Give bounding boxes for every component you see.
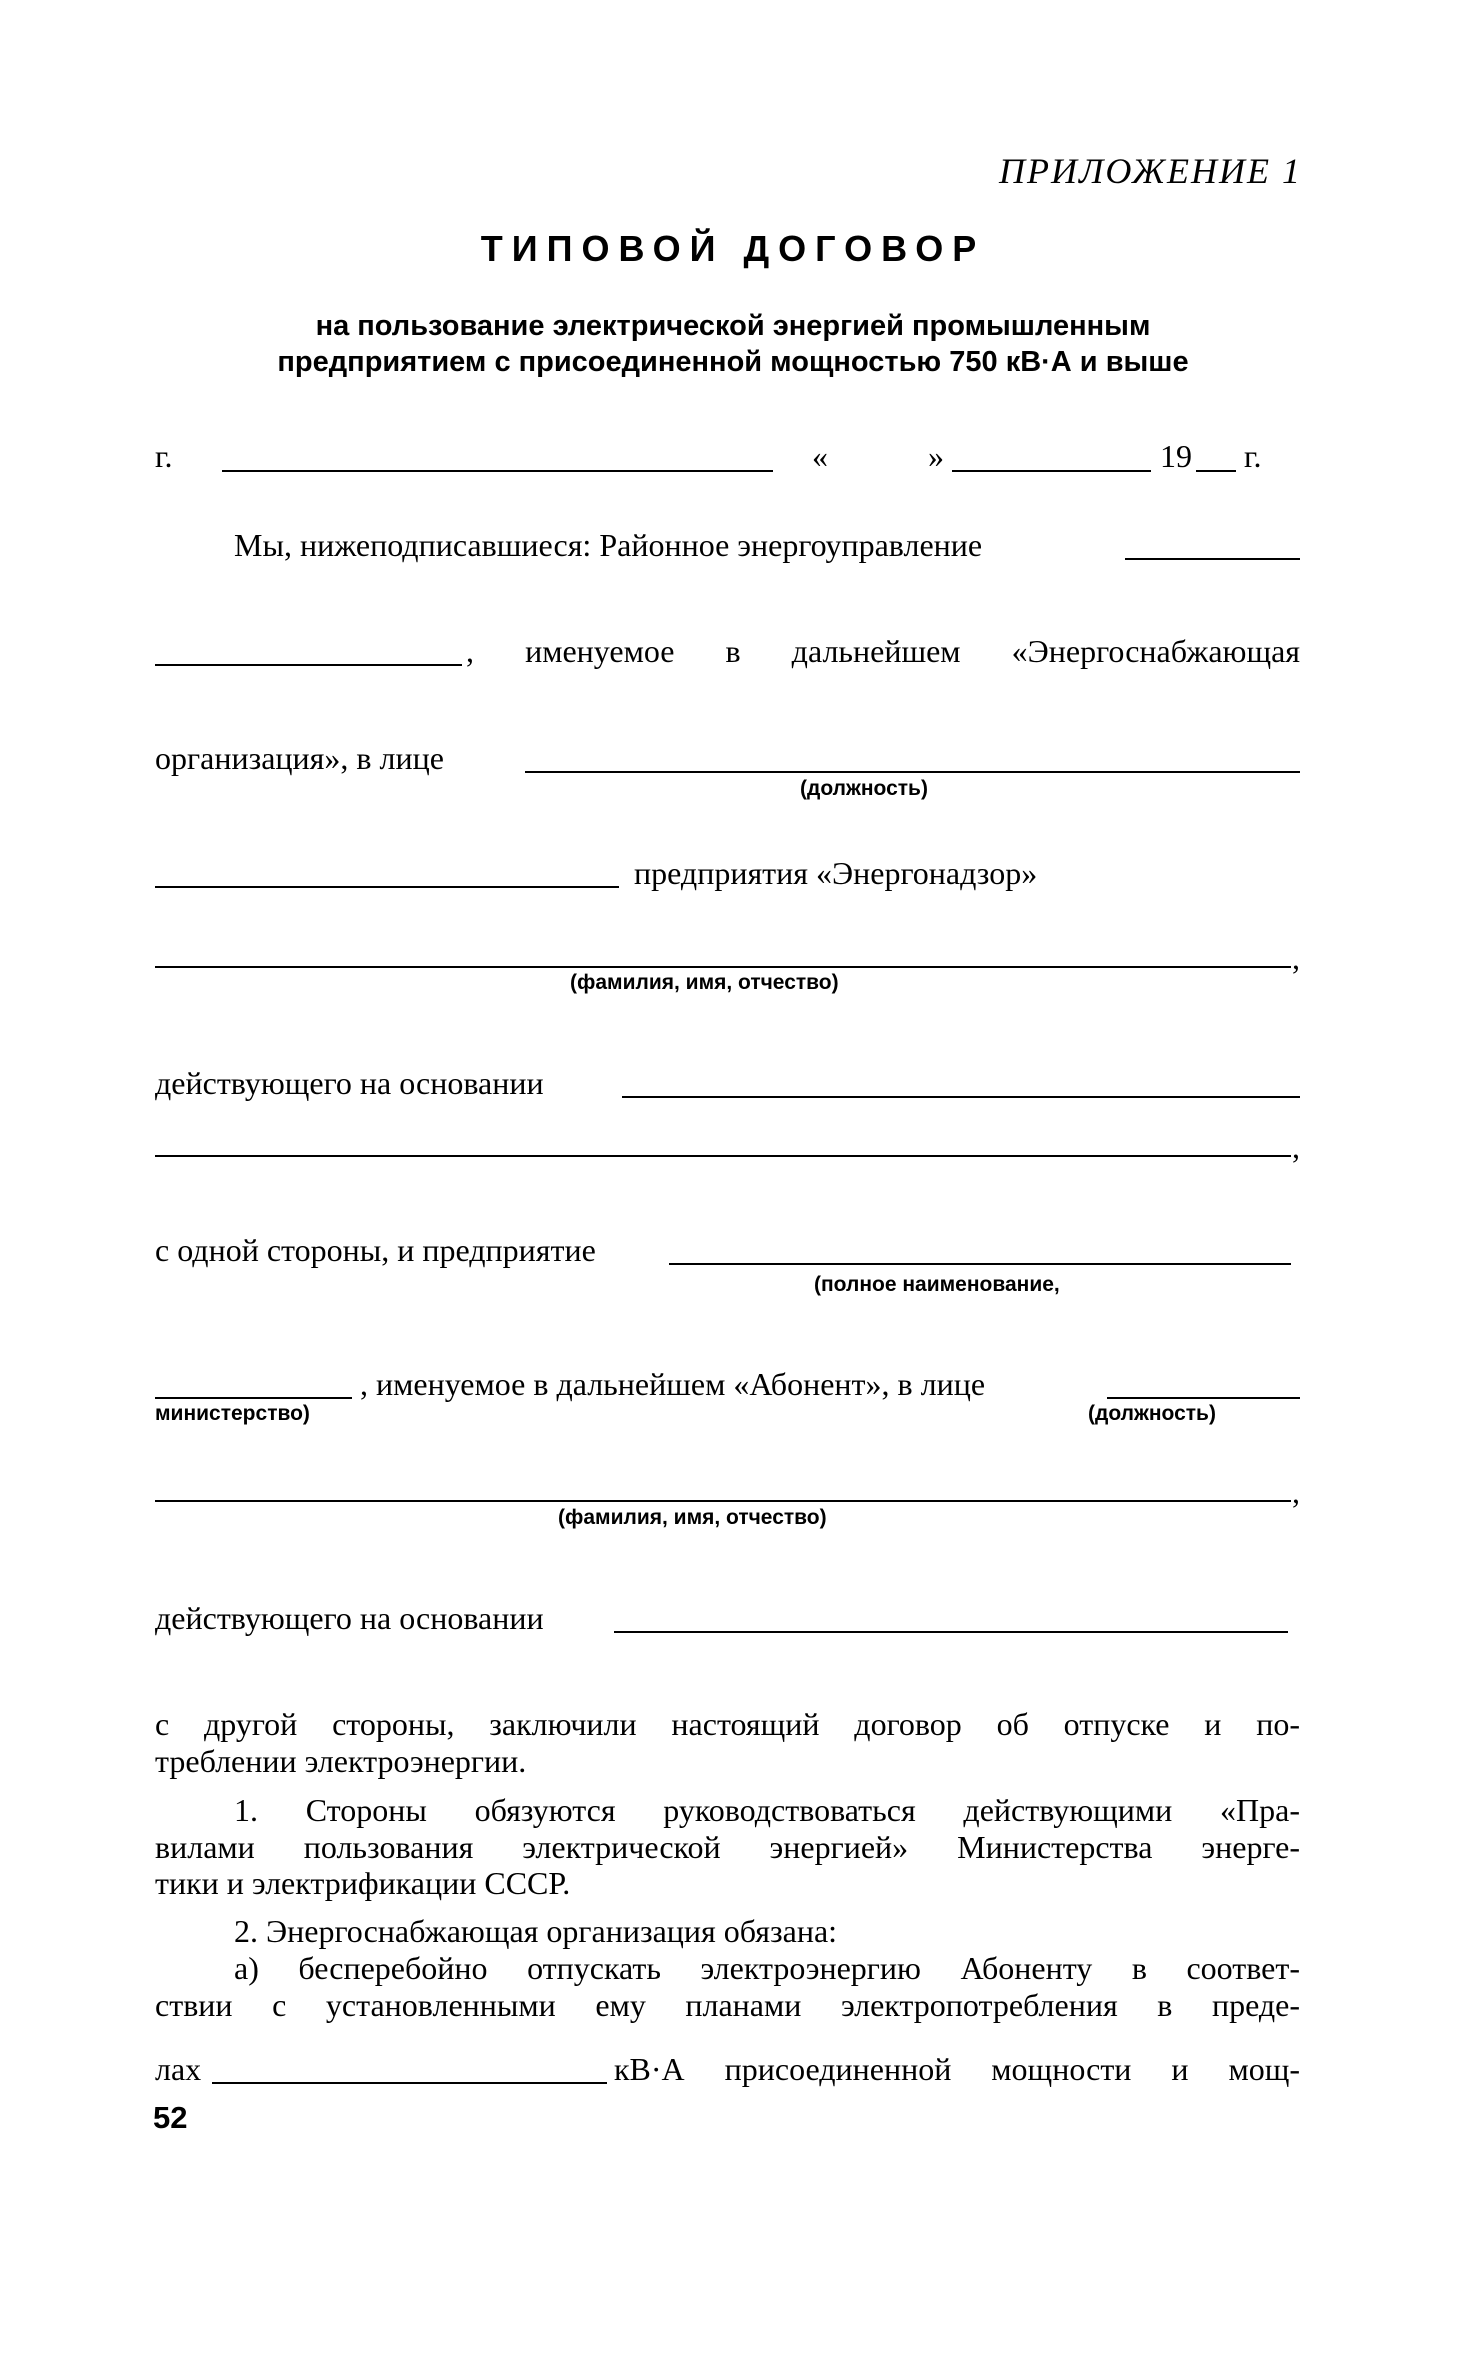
page-number: 52 [153, 2100, 188, 2135]
basis-blank-2[interactable] [155, 1155, 1291, 1157]
city-prefix: г. [155, 438, 173, 474]
year-blank[interactable] [1196, 470, 1236, 472]
paragraph-line: 2. Энергоснабжающая организация обязана: [234, 1913, 838, 1949]
line-acting-basis-2: действующего на основании [155, 1600, 544, 1636]
quote-open: « [812, 438, 828, 474]
last-line-prefix: лах [155, 2051, 202, 2087]
caption-full-name: (полное наименование, [814, 1273, 1060, 1296]
subscriber-basis-blank[interactable] [614, 1631, 1288, 1633]
paragraph-line: тики и электрификации СССР. [155, 1865, 571, 1901]
year-suffix: г. [1244, 438, 1262, 474]
position-blank-2[interactable] [155, 886, 619, 888]
paragraph-line: треблении электроэнергии. [155, 1743, 527, 1779]
comma: , [1292, 1474, 1300, 1510]
position-blank[interactable] [525, 771, 1300, 773]
appendix-label: ПРИЛОЖЕНИЕ 1 [999, 151, 1302, 191]
quote-close: » [928, 438, 944, 474]
energy-dept-blank[interactable] [1125, 558, 1300, 560]
basis-blank[interactable] [622, 1096, 1300, 1098]
energy-dept-blank-2[interactable] [155, 664, 462, 666]
paragraph-line: с другой стороны, заключили настоящий договор об отпуске и по- [155, 1706, 1300, 1742]
comma: , [1292, 1129, 1300, 1165]
line-parties: Мы, нижеподписавшиеся: Районное энергоуправление [234, 527, 983, 563]
document-title: ТИПОВОЙ ДОГОВОР [480, 228, 986, 269]
paragraph-line: вилами пользования электрической энергией» Министерства энерге- [155, 1829, 1300, 1865]
subscriber-fio-blank[interactable] [155, 1500, 1291, 1502]
caption-fio: (фамилия, имя, отчество) [570, 971, 839, 994]
paragraph-line: ствии с установленными ему планами электропотребления в преде- [155, 1987, 1300, 2023]
capacity-blank[interactable] [212, 2082, 607, 2084]
fio-blank[interactable] [155, 966, 1291, 968]
comma: , [1292, 940, 1300, 976]
line-energonadzor: предприятия «Энергонадзор» [634, 855, 1038, 891]
paragraph-line: 1. Стороны обязуются руководствоваться действующими «Пра- [234, 1792, 1300, 1828]
caption-fio-2: (фамилия, имя, отчество) [558, 1506, 827, 1529]
city-blank[interactable] [222, 470, 773, 472]
year-prefix: 19 [1160, 438, 1192, 474]
caption-position: (должность) [800, 777, 928, 800]
enterprise-blank[interactable] [669, 1263, 1291, 1265]
line-one-side: с одной стороны, и предприятие [155, 1232, 596, 1268]
line-represented-by: организация», в лице [155, 740, 444, 776]
caption-ministry: министерство) [155, 1402, 310, 1425]
paragraph-line: а) бесперебойно отпускать электроэнергию Абоненту в соответ- [234, 1950, 1300, 1986]
subtitle-line-2: предприятием с присоединенной мощностью 750 кВ·А и выше [277, 346, 1189, 378]
subscriber-position-blank[interactable] [1107, 1397, 1300, 1399]
subtitle-line-1: на пользование электрической энергией промышленным [315, 310, 1151, 342]
last-line-suffix: кВ·А присоединенной мощности и мощ- [614, 2051, 1300, 2087]
line-named-subscriber: , именуемое в дальнейшем «Абонент», в лице [360, 1366, 986, 1402]
caption-position-2: (должность) [1088, 1402, 1216, 1425]
line-acting-basis: действующего на основании [155, 1065, 544, 1101]
line-named-supplier: , именуемое в дальнейшем «Энергоснабжающая [466, 633, 1300, 669]
ministry-blank[interactable] [155, 1397, 352, 1399]
month-blank[interactable] [952, 470, 1151, 472]
